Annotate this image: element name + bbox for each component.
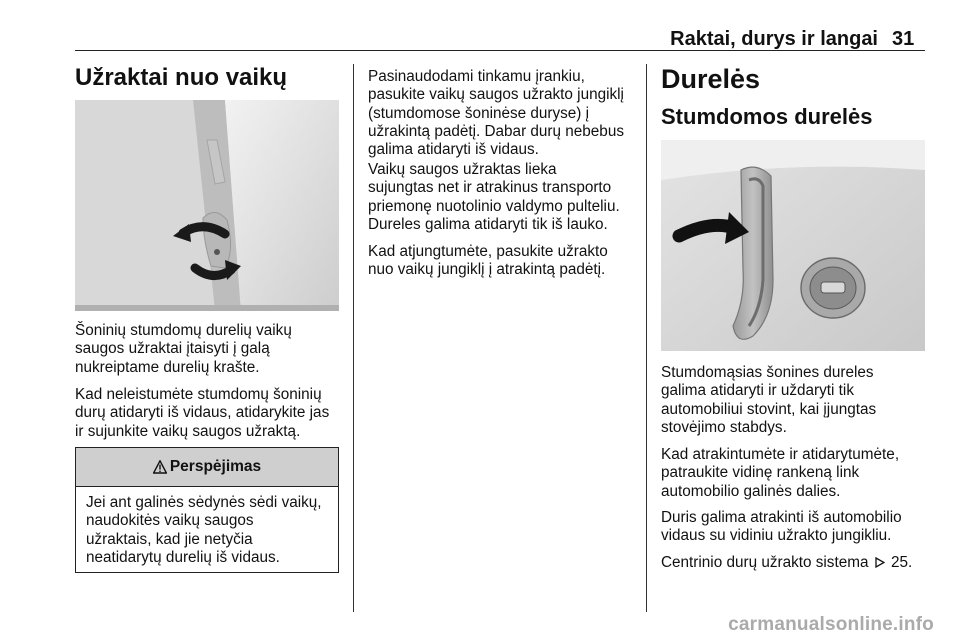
child-lock-photo <box>75 100 339 311</box>
sliding-door-handle-photo <box>661 140 925 351</box>
text-line: nukreiptame durelių krašte. <box>75 358 260 376</box>
text-line: Šoninių stumdomų durelių vaikų <box>75 322 292 339</box>
text-line: priemonę nuotolinio valdymo pulteliu. <box>368 197 620 215</box>
child-lock-location-text <box>75 322 292 377</box>
text-line: pasukite vaikų saugos užrakto jungiklį <box>368 86 624 104</box>
text-line: Stumdomąsias šonines dureles <box>661 364 874 381</box>
cross-reference-line <box>661 554 912 572</box>
text-line: galima atidaryti ir uždaryti tik <box>661 382 854 400</box>
cross-reference-text: Centrinio durų užrakto sistema <box>661 554 869 571</box>
text-line: užrakintą padėtį. Dabar durų nebebus <box>368 122 624 140</box>
child-lock-engage-text <box>75 386 329 441</box>
child-lock-disengage-text <box>368 243 608 280</box>
warning-title: Perspėjimas <box>169 458 262 475</box>
section-heading-child-locks: Užraktai nuo vaikų <box>75 64 288 91</box>
text-line: užraktais, kad jie netyčia <box>86 530 253 548</box>
text-line: ir sujunkite vaikų saugos užraktą. <box>75 422 301 440</box>
child-lock-illustration <box>75 100 339 311</box>
text-line: durų atidaryti iš vidaus, atidarykite jas <box>75 404 330 422</box>
text-line: Duris galima atrakinti iš automobilio <box>661 509 902 526</box>
subsection-heading-sliding-doors: Stumdomos durelės <box>661 104 873 129</box>
text-line: Vaikų saugos užraktas lieka <box>368 161 557 178</box>
text-line: patraukite vidinę rankeną link <box>661 464 860 482</box>
sliding-door-inside-unlock-text <box>661 509 902 546</box>
header-rule <box>75 50 925 51</box>
text-line: stovėjimo stabdys. <box>661 418 787 436</box>
door-handle-illustration <box>661 140 925 351</box>
column-divider-right <box>646 64 647 612</box>
text-line: (stumdomose šoninėse duryse) į <box>368 104 590 122</box>
child-lock-switch-text <box>368 68 624 159</box>
text-line: Kad atjungtumėte, pasukite užrakto <box>368 243 608 260</box>
child-lock-remote-text <box>368 161 620 234</box>
text-line: nuo vaikų jungiklį į atrakintą padėtį. <box>368 261 606 279</box>
page-number: 31 <box>892 28 915 50</box>
text-line: automobilio galinės dalies. <box>661 482 841 500</box>
warning-text <box>86 494 322 567</box>
text-line: Dureles galima atidaryti tik iš lauko. <box>368 215 608 233</box>
reference-triangle-icon <box>875 557 885 568</box>
sliding-door-unlock-text <box>661 446 899 501</box>
text-line: galima atidaryti iš vidaus. <box>368 141 539 159</box>
running-header-title: Raktai, durys ir langai <box>670 28 878 50</box>
warning-box <box>75 447 339 573</box>
text-line: saugos užraktai įtaisyti į galą <box>75 340 270 358</box>
watermark: carmanualsonline.info <box>728 614 934 635</box>
text-line: Kad atrakintumėte ir atidarytumėte, <box>661 446 900 463</box>
text-line: Kad neleistumėte stumdomų šoninių <box>75 386 322 403</box>
section-heading-doors: Durelės <box>661 64 761 94</box>
warning-triangle-icon <box>153 460 167 474</box>
text-line: neatidarytų durelių iš vidaus. <box>86 548 280 566</box>
cross-reference-page-link[interactable]: 25. <box>890 554 913 571</box>
warning-header <box>76 448 338 487</box>
column-divider-left <box>353 64 354 612</box>
text-line: naudokitės vaikų saugos <box>86 512 254 530</box>
text-line: sujungtas net ir atrakinus transporto <box>368 179 612 197</box>
text-line: vidaus su vidiniu užrakto jungikliu. <box>661 527 892 545</box>
text-line: automobiliui stovint, kai įjungtas <box>661 400 877 418</box>
text-line: Jei ant galinės sėdynės sėdi vaikų, <box>86 494 322 511</box>
sliding-door-operation-text <box>661 364 876 437</box>
text-line: Pasinaudodami tinkamu įrankiu, <box>368 68 585 85</box>
